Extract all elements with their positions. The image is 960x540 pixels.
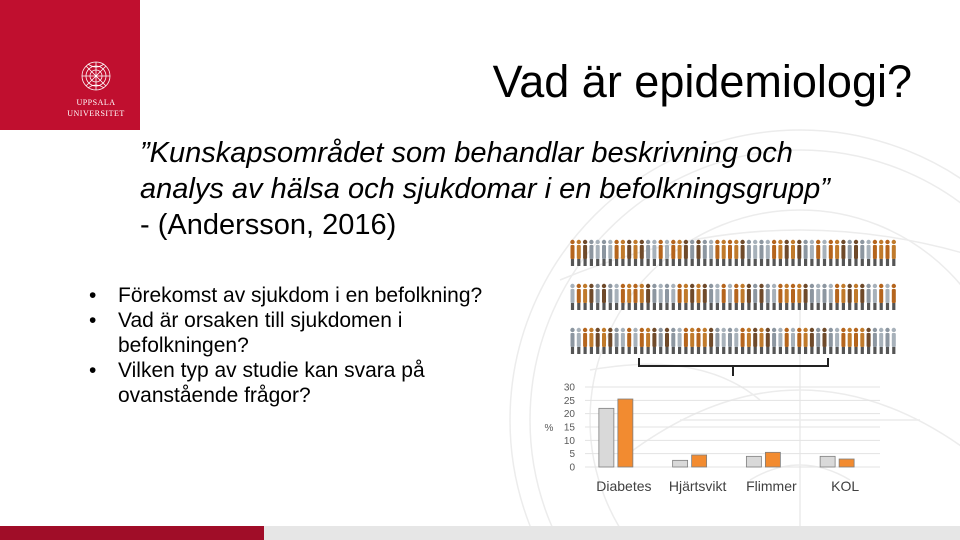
person-figure [633,240,637,266]
person-figure [646,284,650,310]
person-figure [810,328,814,354]
person-figure [879,240,883,266]
person-figure [810,240,814,266]
person-figure [608,328,612,354]
person-figure [570,284,574,310]
person-figure [728,284,732,310]
person-figure [709,240,713,266]
bar-hjärtsvikt-series2 [692,455,707,467]
y-tick-label: 10 [563,435,575,447]
person-figure [772,284,776,310]
person-figure [690,240,694,266]
person-figure [671,328,675,354]
person-figure [860,284,864,310]
person-figure [696,240,700,266]
bullet-item: • Vilken typ av studie kan svara på ovanstående frågor? [88,358,488,408]
person-figure [797,328,801,354]
x-category-label: Flimmer [746,478,797,494]
person-figure [866,284,870,310]
quote-line-2: analys av hälsa och sjukdomar i en befolkningsgrupp” [140,173,830,205]
slide-title: Vad är epidemiologi? [492,56,912,107]
bar-hjärtsvikt-series1 [673,460,688,467]
person-figure [734,284,738,310]
person-figure [703,328,707,354]
person-figure [690,284,694,310]
person-figure [722,240,726,266]
person-figure [829,284,833,310]
person-figure [860,240,864,266]
person-figure [640,328,644,354]
person-figure [841,240,845,266]
person-figure [659,328,663,354]
person-figure [816,284,820,310]
person-figure [785,240,789,266]
person-figure [816,240,820,266]
person-figure [608,284,612,310]
person-figure [778,240,782,266]
person-figure [633,284,637,310]
person-figure [791,240,795,266]
quote-citation: - (Andersson, 2016) [140,209,397,241]
logo-text-line2: UNIVERSITET [67,109,125,118]
person-figure [822,240,826,266]
person-figure [602,328,606,354]
person-figure [677,240,681,266]
person-figure [860,328,864,354]
person-figure [577,240,581,266]
person-figure [778,328,782,354]
y-tick-label: 15 [563,422,575,434]
person-figure [696,328,700,354]
person-figure [690,328,694,354]
bar-flimmer-series2 [765,452,780,467]
person-figure [753,240,757,266]
person-figure [640,284,644,310]
person-figure [608,240,612,266]
person-figure [728,240,732,266]
person-figure [652,240,656,266]
person-figure [684,284,688,310]
person-figure [703,284,707,310]
person-figure [570,328,574,354]
person-figure [722,284,726,310]
person-figure [583,284,587,310]
person-figure [759,328,763,354]
y-tick-label: 0 [569,462,575,474]
person-figure [703,240,707,266]
person-figure [759,284,763,310]
person-figure [614,328,618,354]
person-figure [873,240,877,266]
person-figure [791,328,795,354]
person-figure [829,328,833,354]
y-axis-label: % [544,423,554,434]
person-figure [772,240,776,266]
person-figure [677,328,681,354]
person-figure [885,240,889,266]
person-figure [583,240,587,266]
people-row [570,284,896,310]
person-figure [848,284,852,310]
disease-prevalence-chart [535,355,885,500]
y-tick-label: 20 [563,409,575,421]
person-figure [596,284,600,310]
person-figure [885,328,889,354]
person-figure [759,240,763,266]
person-figure [753,284,757,310]
person-figure [596,240,600,266]
bar-kol-series1 [820,456,835,467]
person-figure [772,328,776,354]
person-figure [848,240,852,266]
person-figure [734,328,738,354]
person-figure [646,328,650,354]
person-figure [696,284,700,310]
person-figure [747,240,751,266]
person-figure [873,284,877,310]
quote-line-1: ”Kunskapsområdet som behandlar beskrivning och [140,137,793,169]
person-figure [866,328,870,354]
person-figure [854,240,858,266]
person-figure [589,240,593,266]
person-figure [684,240,688,266]
person-figure [753,328,757,354]
person-figure [602,284,606,310]
person-figure [879,284,883,310]
person-figure [892,284,896,310]
person-figure [740,328,744,354]
person-figure [848,328,852,354]
person-figure [854,284,858,310]
bullet-item: • Vad är orsaken till sjukdomen i befolkningen? [88,308,488,358]
person-figure [785,328,789,354]
y-tick-label: 30 [563,382,575,394]
footer-accent-bar [0,526,264,540]
person-figure [810,284,814,310]
y-tick-label: 25 [563,395,575,407]
person-figure [715,240,719,266]
person-figure [740,240,744,266]
person-figure [709,284,713,310]
person-figure [854,328,858,354]
person-figure [879,328,883,354]
person-figure [797,240,801,266]
person-figure [747,284,751,310]
person-figure [627,284,631,310]
person-figure [652,328,656,354]
person-figure [633,328,637,354]
x-category-label: Diabetes [596,478,652,494]
person-figure [621,240,625,266]
y-tick-label: 5 [569,449,575,461]
person-figure [715,284,719,310]
person-figure [816,328,820,354]
person-figure [589,328,593,354]
person-figure [791,284,795,310]
person-figure [766,284,770,310]
person-figure [892,240,896,266]
person-figure [841,328,845,354]
person-figure [671,240,675,266]
person-figure [621,284,625,310]
bullet-item: • Förekomst av sjukdom i en befolkning? [88,283,488,308]
person-figure [646,240,650,266]
people-row [570,240,896,266]
person-figure [866,240,870,266]
x-category-label: KOL [831,478,860,494]
bar-diabetes-series2 [618,399,633,467]
person-figure [614,284,618,310]
person-figure [873,328,877,354]
person-figure [621,328,625,354]
person-figure [684,328,688,354]
person-figure [841,284,845,310]
person-figure [797,284,801,310]
person-figure [885,284,889,310]
person-figure [822,284,826,310]
person-figure [722,328,726,354]
person-figure [892,328,896,354]
person-figure [659,240,663,266]
x-category-label: Hjärtsvikt [668,478,727,494]
person-figure [709,328,713,354]
person-figure [740,284,744,310]
person-figure [627,240,631,266]
person-figure [614,240,618,266]
people-row [570,328,896,354]
person-figure [570,240,574,266]
person-figure [747,328,751,354]
university-brand-panel [0,0,140,130]
person-figure [665,240,669,266]
person-figure [766,240,770,266]
person-figure [835,284,839,310]
person-figure [671,284,675,310]
person-figure [577,328,581,354]
person-figure [766,328,770,354]
person-figure [665,284,669,310]
definition-quote [140,135,920,243]
person-figure [778,284,782,310]
person-figure [577,284,581,310]
logo-text-line1: UPPSALA [76,98,116,107]
bar-diabetes-series1 [599,408,614,467]
person-figure [829,240,833,266]
bar-flimmer-series1 [746,456,761,467]
person-figure [652,284,656,310]
question-list [88,283,488,408]
person-figure [665,328,669,354]
person-figure [803,240,807,266]
person-figure [602,240,606,266]
person-figure [734,240,738,266]
person-figure [785,284,789,310]
person-figure [596,328,600,354]
person-figure [640,240,644,266]
person-figure [659,284,663,310]
person-figure [835,328,839,354]
person-figure [803,328,807,354]
person-figure [835,240,839,266]
person-figure [728,328,732,354]
person-figure [803,284,807,310]
person-figure [583,328,587,354]
person-figure [677,284,681,310]
bar-kol-series2 [839,459,854,467]
person-figure [822,328,826,354]
person-figure [589,284,593,310]
person-figure [715,328,719,354]
person-figure [627,328,631,354]
